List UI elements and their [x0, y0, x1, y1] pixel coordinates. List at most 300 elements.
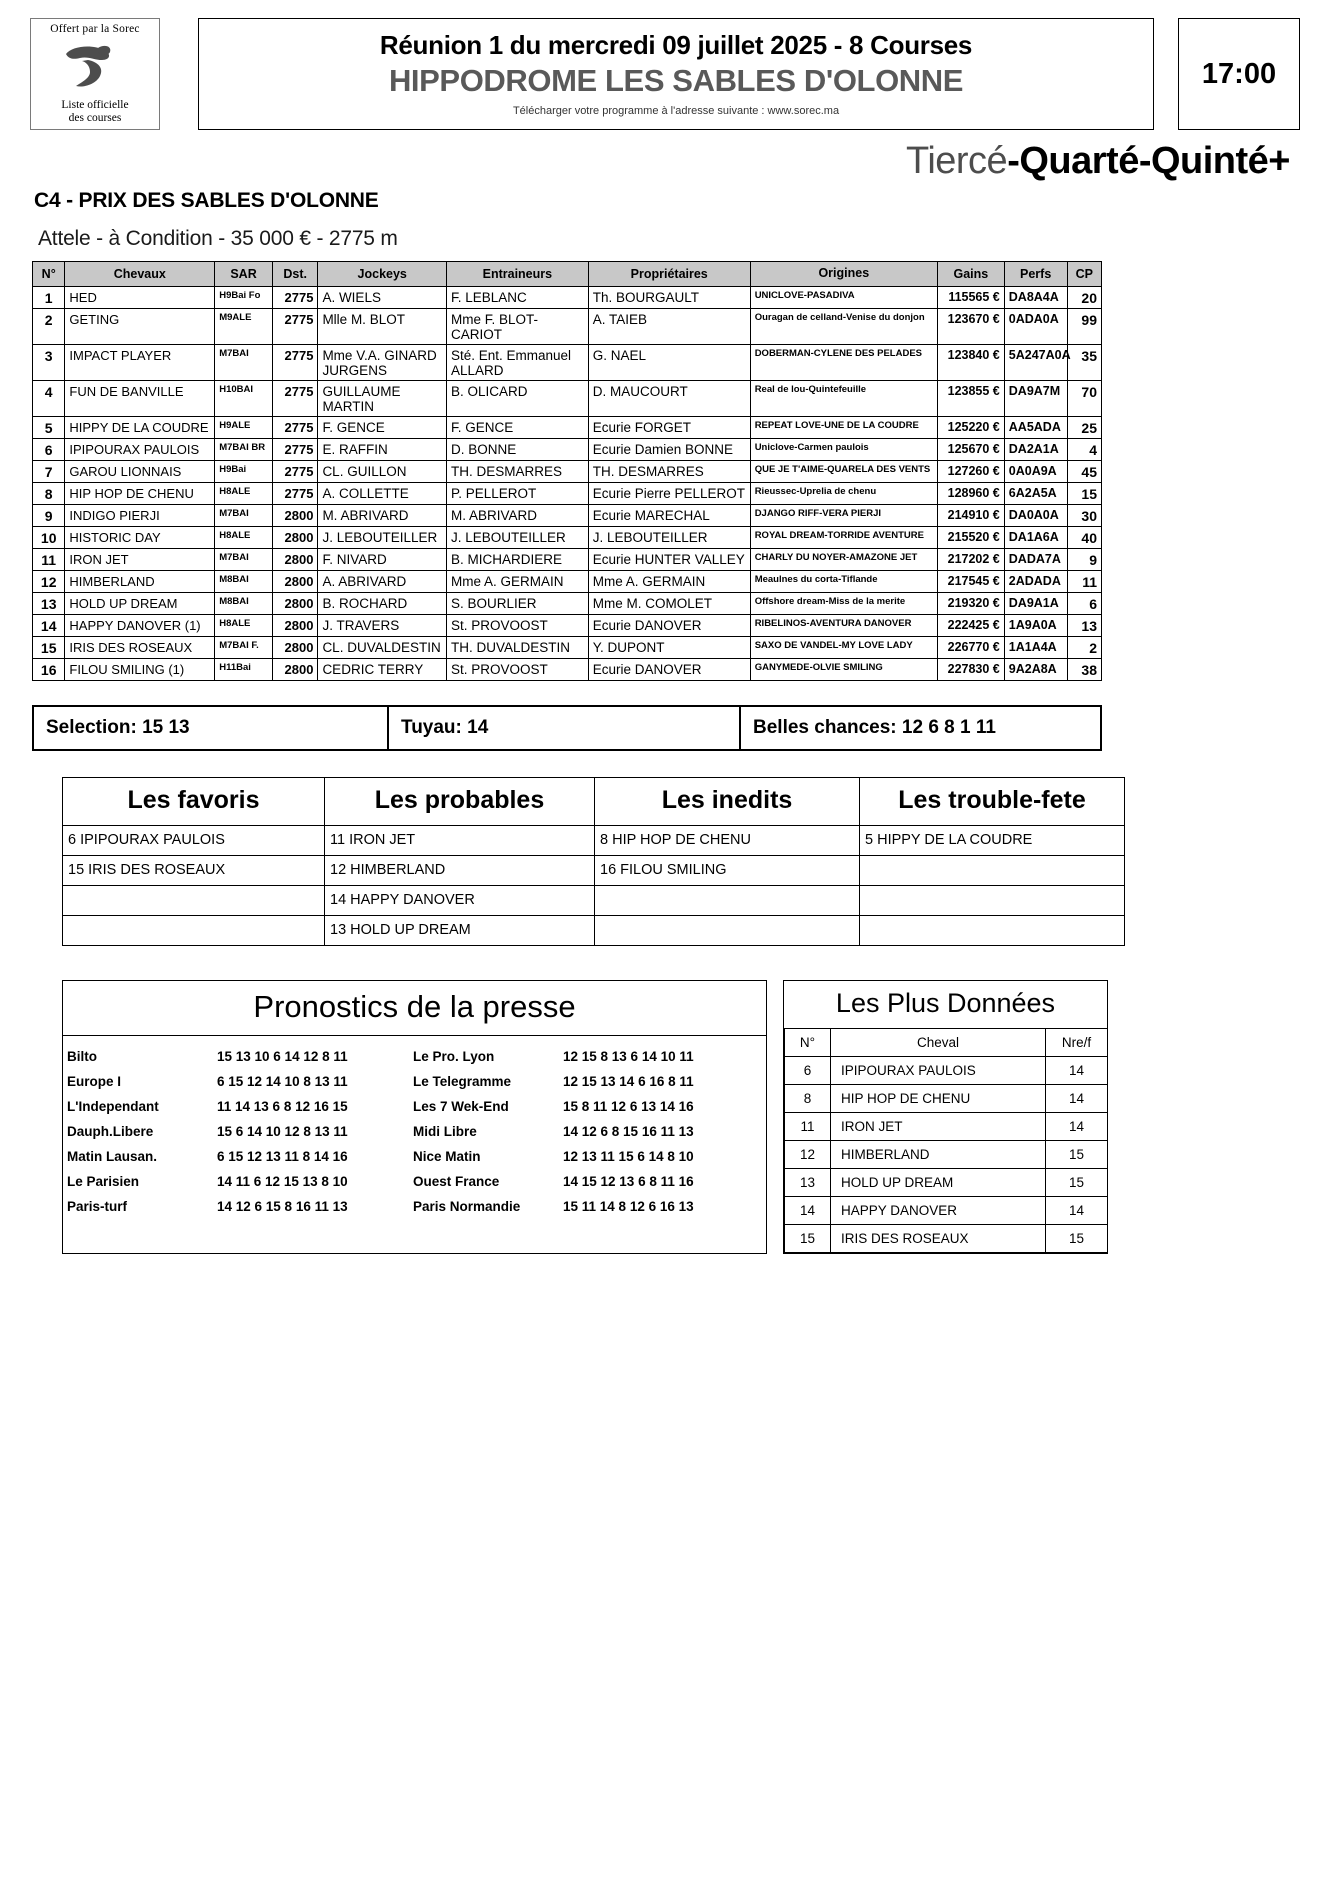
meeting-line: Réunion 1 du mercredi 09 juillet 2025 - 8 Courses — [379, 29, 973, 60]
runner-perfs: 0A0A9A — [1004, 460, 1067, 482]
most-given-row — [785, 1112, 1108, 1140]
press-source-picks: 15 11 14 8 12 6 16 13 — [563, 1198, 694, 1214]
press-source-name: Dauph.Libere — [67, 1123, 154, 1139]
runner-trainer: P. PELLEROT — [447, 482, 589, 504]
runner-origin: Offshore dream-Miss de la merite — [750, 592, 937, 614]
runner-number: 2 — [33, 308, 65, 344]
runner-number: 14 — [33, 614, 65, 636]
racecourse-name: HIPPODROME LES SABLES D'OLONNE — [388, 62, 964, 98]
runner-cp: 25 — [1067, 416, 1101, 438]
runner-sar: M8BAI — [215, 570, 273, 592]
runner-number: 4 — [33, 380, 65, 416]
table-row — [33, 344, 1102, 380]
runner-owner: Ecurie MARECHAL — [588, 504, 750, 526]
runner-jockey: B. ROCHARD — [318, 592, 447, 614]
runner-perfs: DA9A1A — [1004, 592, 1067, 614]
table-row — [33, 548, 1102, 570]
header-owner: Propriétaires — [588, 262, 750, 287]
runner-gains: 219320 € — [937, 592, 1004, 614]
runner-number: 1 — [33, 286, 65, 308]
runner-horse: HIMBERLAND — [65, 570, 215, 592]
runner-gains: 123840 € — [937, 344, 1004, 380]
runner-horse: HIPPY DE LA COUDRE — [65, 416, 215, 438]
runner-number: 12 — [33, 570, 65, 592]
runner-origin: DOBERMAN-CYLENE DES PELADES — [750, 344, 937, 380]
runner-distance: 2775 — [272, 438, 318, 460]
belles-chances-text: Belles chances: 12 6 8 1 11 — [753, 716, 996, 738]
most-given-num: 11 — [785, 1112, 831, 1140]
runner-horse: GAROU LIONNAIS — [65, 460, 215, 482]
runner-gains: 217545 € — [937, 570, 1004, 592]
bet-type-tierce: Tiercé — [906, 140, 1008, 182]
runner-sar: H9ALE — [215, 416, 273, 438]
category-cell — [595, 885, 860, 915]
runner-horse: HAPPY DANOVER (1) — [65, 614, 215, 636]
runner-sar: M7BAI F. — [215, 636, 273, 658]
runner-distance: 2775 — [272, 482, 318, 504]
table-row — [33, 592, 1102, 614]
most-given-horse: IRIS DES ROSEAUX — [831, 1224, 1046, 1252]
most-given-row — [785, 1056, 1108, 1084]
runner-owner: J. LEBOUTEILLER — [588, 526, 750, 548]
runners-table-head — [33, 262, 1102, 287]
runner-jockey: J. LEBOUTEILLER — [318, 526, 447, 548]
category-header-trouble-fete: Les trouble-fete — [860, 777, 1125, 825]
press-source-picks: 14 15 12 13 6 8 11 16 — [563, 1173, 694, 1189]
press-source-name: Bilto — [67, 1048, 97, 1064]
runner-distance: 2800 — [272, 504, 318, 526]
most-given-horse: HIMBERLAND — [831, 1140, 1046, 1168]
runner-cp: 45 — [1067, 460, 1101, 482]
table-row — [33, 286, 1102, 308]
runner-trainer: Sté. Ent. Emmanuel ALLARD — [447, 344, 589, 380]
runner-jockey: A. COLLETTE — [318, 482, 447, 504]
category-cell: 5 HIPPY DE LA COUDRE — [860, 825, 1125, 855]
category-header-favoris: Les favoris — [63, 777, 325, 825]
runner-jockey: A. ABRIVARD — [318, 570, 447, 592]
press-source-picks: 6 15 12 14 10 8 13 11 — [217, 1073, 348, 1089]
categories-header-row — [63, 777, 1125, 825]
press-source-picks: 12 15 13 14 6 16 8 11 — [563, 1073, 694, 1089]
runner-perfs: DA2A1A — [1004, 438, 1067, 460]
press-source-name: Le Pro. Lyon — [413, 1048, 495, 1064]
runner-origin: DJANGO RIFF-VERA PIERJI — [750, 504, 937, 526]
runner-sar: H8ALE — [215, 526, 273, 548]
runner-sar: M7BAI — [215, 504, 273, 526]
runner-distance: 2775 — [272, 344, 318, 380]
most-given-freq: 15 — [1046, 1224, 1108, 1252]
most-given-row — [785, 1168, 1108, 1196]
press-source-name: Les 7 Wek-End — [413, 1098, 509, 1114]
runner-distance: 2775 — [272, 286, 318, 308]
table-row — [33, 482, 1102, 504]
runner-jockey: J. TRAVERS — [318, 614, 447, 636]
runner-perfs: DA1A6A — [1004, 526, 1067, 548]
horse-emblem-icon — [58, 42, 132, 92]
press-source-name: Europe I — [67, 1073, 122, 1089]
press-source-name: Paris Normandie — [413, 1198, 521, 1214]
press-inner — [63, 1035, 766, 1231]
runner-perfs: 6A2A5A — [1004, 482, 1067, 504]
category-row — [63, 915, 1125, 945]
runner-distance: 2775 — [272, 308, 318, 344]
most-given-title: Les Plus Données — [835, 987, 1056, 1018]
runner-cp: 20 — [1067, 286, 1101, 308]
runner-origin: UNICLOVE-PASADIVA — [750, 286, 937, 308]
most-given-num: 12 — [785, 1140, 831, 1168]
press-table — [63, 1044, 766, 1219]
runner-number: 13 — [33, 592, 65, 614]
runner-sar: M7BAI — [215, 548, 273, 570]
header-perfs: Perfs — [1004, 262, 1067, 287]
category-header-inedits: Les inedits — [595, 777, 860, 825]
runner-perfs: 1A9A0A — [1004, 614, 1067, 636]
runner-jockey: M. ABRIVARD — [318, 504, 447, 526]
runner-cp: 9 — [1067, 548, 1101, 570]
most-given-freq: 14 — [1046, 1196, 1108, 1224]
logo-bottom-text — [61, 99, 128, 125]
runner-gains: 226770 € — [937, 636, 1004, 658]
press-source-picks: 12 13 11 15 6 14 8 10 — [563, 1148, 694, 1164]
runner-sar: H10BAI — [215, 380, 273, 416]
runner-distance: 2775 — [272, 416, 318, 438]
press-source-name: Nice Matin — [413, 1148, 481, 1164]
press-source-picks: 15 6 14 10 12 8 13 11 — [217, 1123, 348, 1139]
runner-sar: M9ALE — [215, 308, 273, 344]
runner-horse: FUN DE BANVILLE — [65, 380, 215, 416]
runner-trainer: F. GENCE — [447, 416, 589, 438]
category-cell: 11 IRON JET — [325, 825, 595, 855]
category-cell — [63, 885, 325, 915]
runner-jockey: F. GENCE — [318, 416, 447, 438]
runner-gains: 115565 € — [937, 286, 1004, 308]
runner-distance: 2800 — [272, 570, 318, 592]
press-predictions-box — [62, 980, 767, 1254]
header-sar: SAR — [215, 262, 273, 287]
categories-body — [63, 825, 1125, 945]
runner-cp: 11 — [1067, 570, 1101, 592]
category-cell — [860, 855, 1125, 885]
category-row — [63, 855, 1125, 885]
runner-trainer: St. PROVOOST — [447, 614, 589, 636]
press-source-picks: 14 12 6 8 15 16 11 13 — [563, 1123, 694, 1139]
runner-trainer: B. MICHARDIERE — [447, 548, 589, 570]
category-cell — [63, 915, 325, 945]
runner-number: 5 — [33, 416, 65, 438]
press-source-name: Midi Libre — [413, 1123, 477, 1139]
header-num: N° — [33, 262, 65, 287]
runner-perfs: DA8A4A — [1004, 286, 1067, 308]
runner-jockey: CL. GUILLON — [318, 460, 447, 482]
runner-sar: H9Bai Fo — [215, 286, 273, 308]
most-given-freq: 14 — [1046, 1084, 1108, 1112]
runner-trainer: J. LEBOUTEILLER — [447, 526, 589, 548]
tuyau-text: Tuyau: 14 — [389, 707, 741, 749]
press-source-picks: 14 12 6 15 8 16 11 13 — [217, 1198, 348, 1214]
runner-trainer: S. BOURLIER — [447, 592, 589, 614]
press-source-name: Paris-turf — [67, 1198, 128, 1214]
runner-trainer: Mme F. BLOT-CARIOT — [447, 308, 589, 344]
runner-perfs: DA9A7M — [1004, 380, 1067, 416]
most-given-horse: HIP HOP DE CHENU — [831, 1084, 1046, 1112]
runner-owner: Ecurie FORGET — [588, 416, 750, 438]
race-title: C4 - PRIX DES SABLES D'OLONNE — [34, 189, 379, 212]
runner-horse: HED — [65, 286, 215, 308]
runner-origin: Rieussec-Uprelia de chenu — [750, 482, 937, 504]
runner-perfs: 9A2A8A — [1004, 658, 1067, 680]
table-row — [33, 416, 1102, 438]
runner-origin: Uniclove-Carmen paulois — [750, 438, 937, 460]
runner-jockey: Mlle M. BLOT — [318, 308, 447, 344]
runner-jockey: Mme V.A. GINARD JURGENS — [318, 344, 447, 380]
selection-text: Selection: 15 13 — [34, 707, 389, 749]
most-given-num: 8 — [785, 1084, 831, 1112]
press-source-name: L'Independant — [67, 1098, 159, 1114]
runner-gains: 127260 € — [937, 460, 1004, 482]
runner-trainer: Mme A. GERMAIN — [447, 570, 589, 592]
most-given-num: 15 — [785, 1224, 831, 1252]
runner-cp: 15 — [1067, 482, 1101, 504]
runner-number: 6 — [33, 438, 65, 460]
runner-trainer: TH. DESMARRES — [447, 460, 589, 482]
runner-gains: 123670 € — [937, 308, 1004, 344]
table-row — [33, 526, 1102, 548]
press-source-picks: 12 15 8 13 6 14 10 11 — [563, 1048, 694, 1064]
categories-head — [63, 777, 1125, 825]
runner-sar: M8BAI — [215, 592, 273, 614]
runner-horse: HISTORIC DAY — [65, 526, 215, 548]
most-given-freq: 15 — [1046, 1168, 1108, 1196]
table-row — [33, 438, 1102, 460]
runner-horse: FILOU SMILING (1) — [65, 658, 215, 680]
runner-gains: 217202 € — [937, 548, 1004, 570]
runner-origin: CHARLY DU NOYER-AMAZONE JET — [750, 548, 937, 570]
runner-trainer: D. BONNE — [447, 438, 589, 460]
runner-horse: GETING — [65, 308, 215, 344]
runner-gains: 214910 € — [937, 504, 1004, 526]
runner-distance: 2800 — [272, 658, 318, 680]
most-given-freq: 14 — [1046, 1056, 1108, 1084]
runner-owner: TH. DESMARRES — [588, 460, 750, 482]
most-given-header-freq: Nre/f — [1046, 1028, 1108, 1056]
most-given-header-horse: Cheval — [831, 1028, 1046, 1056]
runner-jockey: CL. DUVALDESTIN — [318, 636, 447, 658]
category-row — [63, 885, 1125, 915]
press-row — [63, 1169, 766, 1194]
category-cell — [860, 885, 1125, 915]
press-source-picks: 15 8 11 12 6 13 14 16 — [563, 1098, 694, 1114]
meeting-title-box — [198, 18, 1154, 130]
runner-owner: A. TAIEB — [588, 308, 750, 344]
runner-origin: SAXO DE VANDEL-MY LOVE LADY — [750, 636, 937, 658]
runner-owner: Ecurie HUNTER VALLEY — [588, 548, 750, 570]
runner-distance: 2775 — [272, 460, 318, 482]
runner-origin: ROYAL DREAM-TORRIDE AVENTURE — [750, 526, 937, 548]
runners-table — [32, 261, 1102, 681]
category-cell — [860, 915, 1125, 945]
most-given-horse: HOLD UP DREAM — [831, 1168, 1046, 1196]
runner-owner: Ecurie Pierre PELLEROT — [588, 482, 750, 504]
runner-gains: 215520 € — [937, 526, 1004, 548]
table-row — [33, 570, 1102, 592]
table-row — [33, 380, 1102, 416]
runner-horse: HOLD UP DREAM — [65, 592, 215, 614]
runner-cp: 70 — [1067, 380, 1101, 416]
header-horse: Chevaux — [65, 262, 215, 287]
runner-trainer: M. ABRIVARD — [447, 504, 589, 526]
runner-origin: Ouragan de celland-Venise du donjon — [750, 308, 937, 344]
runner-perfs: DADA7A — [1004, 548, 1067, 570]
table-row — [33, 636, 1102, 658]
runner-jockey: A. WIELS — [318, 286, 447, 308]
runner-distance: 2800 — [272, 636, 318, 658]
race-conditions: Attele - à Condition - 35 000 € - 2775 m — [38, 227, 398, 250]
press-row — [63, 1094, 766, 1119]
runner-jockey: GUILLAUME MARTIN — [318, 380, 447, 416]
press-table-body — [63, 1044, 766, 1219]
runner-cp: 13 — [1067, 614, 1101, 636]
runner-owner: G. NAEL — [588, 344, 750, 380]
table-row — [33, 460, 1102, 482]
press-source-picks: 6 15 12 13 11 8 14 16 — [217, 1148, 348, 1164]
runner-sar: H8ALE — [215, 614, 273, 636]
most-given-box — [783, 980, 1108, 1254]
runner-perfs: 1A1A4A — [1004, 636, 1067, 658]
runner-owner: Th. BOURGAULT — [588, 286, 750, 308]
header-gains: Gains — [937, 262, 1004, 287]
runner-trainer: F. LEBLANC — [447, 286, 589, 308]
page-header — [30, 18, 1300, 130]
runner-gains: 123855 € — [937, 380, 1004, 416]
runner-distance: 2800 — [272, 592, 318, 614]
start-time: 17:00 — [1178, 18, 1300, 130]
most-given-row — [785, 1224, 1108, 1252]
most-given-num: 14 — [785, 1196, 831, 1224]
runner-number: 8 — [33, 482, 65, 504]
most-given-head — [785, 1028, 1108, 1056]
runner-number: 9 — [33, 504, 65, 526]
runner-owner: Ecurie DANOVER — [588, 658, 750, 680]
press-row — [63, 1044, 766, 1069]
runner-origin: GANYMEDE-OLVIE SMILING — [750, 658, 937, 680]
runner-gains: 227830 € — [937, 658, 1004, 680]
most-given-num: 13 — [785, 1168, 831, 1196]
runner-owner: Y. DUPONT — [588, 636, 750, 658]
press-row — [63, 1194, 766, 1219]
most-given-body — [785, 1056, 1108, 1252]
runner-trainer: B. OLICARD — [447, 380, 589, 416]
runner-cp: 99 — [1067, 308, 1101, 344]
bet-types-banner — [30, 140, 1290, 183]
header-cp: CP — [1067, 262, 1101, 287]
runner-owner: D. MAUCOURT — [588, 380, 750, 416]
most-given-horse: HAPPY DANOVER — [831, 1196, 1046, 1224]
table-row — [33, 504, 1102, 526]
runner-owner: Mme M. COMOLET — [588, 592, 750, 614]
logo-bottom-line1: Liste officielle — [61, 98, 129, 111]
runners-table-body — [33, 286, 1102, 680]
runner-sar: M7BAI BR — [215, 438, 273, 460]
runners-header-row — [33, 262, 1102, 287]
most-given-freq: 15 — [1046, 1140, 1108, 1168]
most-given-freq: 14 — [1046, 1112, 1108, 1140]
runner-number: 15 — [33, 636, 65, 658]
runner-horse: IMPACT PLAYER — [65, 344, 215, 380]
sorec-logo — [30, 18, 160, 130]
runner-cp: 40 — [1067, 526, 1101, 548]
most-given-header-row — [785, 1028, 1108, 1056]
download-note: Télécharger votre programme à l'adresse suivante : www.sorec.ma — [512, 104, 840, 117]
press-row — [63, 1119, 766, 1144]
runner-number: 7 — [33, 460, 65, 482]
press-title: Pronostics de la presse — [253, 988, 576, 1024]
category-cell: 8 HIP HOP DE CHENU — [595, 825, 860, 855]
runner-jockey: CEDRIC TERRY — [318, 658, 447, 680]
runner-sar: M7BAI — [215, 344, 273, 380]
runner-perfs: 0ADA0A — [1004, 308, 1067, 344]
runner-sar: H9Bai — [215, 460, 273, 482]
header-origin: Origines — [750, 262, 937, 287]
category-header-probables: Les probables — [325, 777, 595, 825]
header-dst: Dst. — [272, 262, 318, 287]
runner-sar: H8ALE — [215, 482, 273, 504]
runner-number: 16 — [33, 658, 65, 680]
bet-type-quarte-quinte: -Quarté-Quinté+ — [1007, 140, 1290, 182]
runner-distance: 2800 — [272, 614, 318, 636]
runner-number: 11 — [33, 548, 65, 570]
runner-owner: Ecurie DANOVER — [588, 614, 750, 636]
category-cell — [595, 915, 860, 945]
runner-perfs: 5A247A0A — [1004, 344, 1067, 380]
logo-top-text: Offert par la Sorec — [50, 23, 140, 35]
runner-gains: 128960 € — [937, 482, 1004, 504]
runner-horse: IPIPOURAX PAULOIS — [65, 438, 215, 460]
runner-cp: 4 — [1067, 438, 1101, 460]
runner-owner: Ecurie Damien BONNE — [588, 438, 750, 460]
runner-horse: HIP HOP DE CHENU — [65, 482, 215, 504]
press-source-name: Le Telegramme — [413, 1073, 512, 1089]
logo-bottom-line2: des courses — [68, 111, 122, 124]
runner-horse: IRIS DES ROSEAUX — [65, 636, 215, 658]
runner-number: 10 — [33, 526, 65, 548]
runner-gains: 125220 € — [937, 416, 1004, 438]
runner-gains: 222425 € — [937, 614, 1004, 636]
selection-strip — [32, 705, 1102, 751]
press-source-picks: 14 11 6 12 15 13 8 10 — [217, 1173, 348, 1189]
runner-number: 3 — [33, 344, 65, 380]
runner-perfs: 2ADADA — [1004, 570, 1067, 592]
header-trainer: Entraineurs — [447, 262, 589, 287]
runner-cp: 35 — [1067, 344, 1101, 380]
press-source-name: Ouest France — [413, 1173, 500, 1189]
press-source-picks: 15 13 10 6 14 12 8 11 — [217, 1048, 348, 1064]
category-cell: 14 HAPPY DANOVER — [325, 885, 595, 915]
category-cell: 12 HIMBERLAND — [325, 855, 595, 885]
runner-horse: IRON JET — [65, 548, 215, 570]
most-given-row — [785, 1140, 1108, 1168]
runner-trainer: St. PROVOOST — [447, 658, 589, 680]
press-source-name: Matin Lausan. — [67, 1148, 158, 1164]
category-cell: 6 IPIPOURAX PAULOIS — [63, 825, 325, 855]
table-row — [33, 658, 1102, 680]
press-source-picks: 11 14 13 6 8 12 16 15 — [217, 1098, 348, 1114]
table-row — [33, 614, 1102, 636]
most-given-horse: IPIPOURAX PAULOIS — [831, 1056, 1046, 1084]
runner-origin: REPEAT LOVE-UNE DE LA COUDRE — [750, 416, 937, 438]
header-jockey: Jockeys — [318, 262, 447, 287]
runner-origin: RIBELINOS-AVENTURA DANOVER — [750, 614, 937, 636]
runner-origin: Meaulnes du corta-Tiflande — [750, 570, 937, 592]
